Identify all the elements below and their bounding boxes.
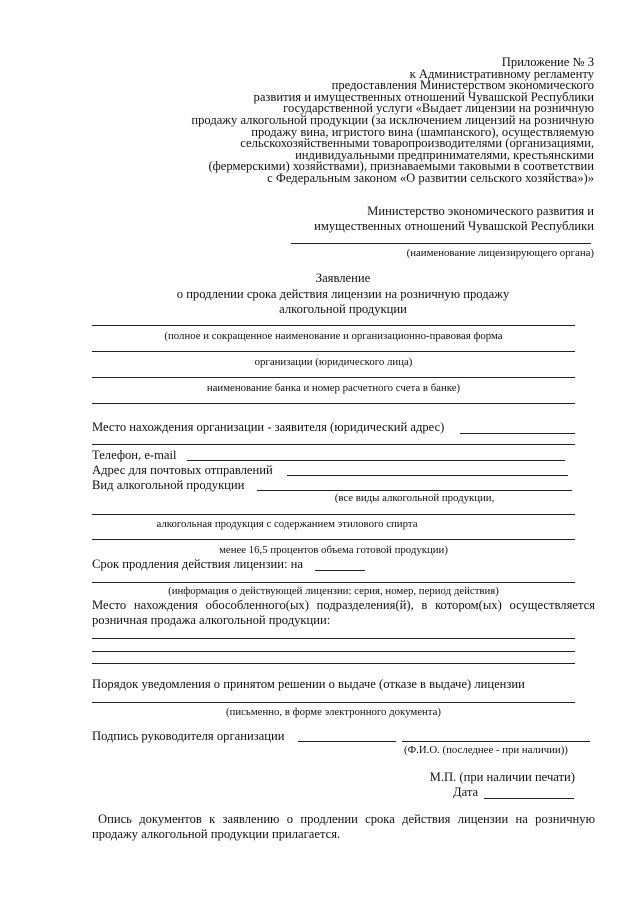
addressee-underline bbox=[291, 243, 591, 244]
footer-note: Опись документов к заявлению о продлении срока действия лицензии на розничную продажу алкогольной продукции прилагается. bbox=[92, 812, 595, 841]
branch-line-1 bbox=[92, 638, 575, 639]
addressee-line-2: имущественных отношений Чувашской Республики bbox=[314, 219, 594, 233]
postal-field[interactable] bbox=[287, 475, 568, 476]
products-caption-2: алкогольная продукция с содержанием этилового спирта bbox=[156, 518, 418, 530]
addressee-caption: (наименование лицензирующего органа) bbox=[406, 247, 594, 259]
title-line-2: о продлении срока действия лицензии на розничную продажу bbox=[176, 287, 510, 301]
postal-label: Адрес для почтовых отправлений bbox=[92, 463, 273, 477]
branch-line-2 bbox=[92, 651, 575, 652]
header-line: Приложение № 3 bbox=[501, 55, 594, 69]
products-line-2 bbox=[92, 514, 575, 515]
header-line: государственной услуги «Выдает лицензии на розничную bbox=[283, 101, 594, 116]
notice-form-caption: (письменно, в форме электронного документа) bbox=[225, 706, 442, 718]
products-line-3 bbox=[92, 539, 575, 540]
branch-line-3 bbox=[92, 663, 575, 664]
fio-field[interactable] bbox=[402, 741, 590, 742]
org-name-line-2 bbox=[92, 351, 575, 352]
date-label: Дата bbox=[453, 785, 479, 799]
title-line-3: алкогольной продукции bbox=[279, 302, 407, 316]
product-type-field[interactable] bbox=[257, 490, 572, 491]
branch-location-label: Место нахождения обособленного(ых) подразделения(й), в котором(ых) осуществляется розничная продажа алкогольной продукции: bbox=[92, 598, 595, 627]
signature-field[interactable] bbox=[298, 741, 396, 742]
license-info-caption: (информация о действующей лицензии: серия, номер, период действия) bbox=[168, 585, 499, 597]
bank-caption: наименование банка и номер расчетного счета в банке) bbox=[206, 382, 461, 394]
header-line: (фермерскими) хозяйствами), признаваемыми таковыми в соответствии bbox=[208, 159, 594, 174]
notice-order-line[interactable] bbox=[92, 702, 575, 703]
header-line: продажу вина, игристого вина (шампанского), осуществляемую bbox=[251, 124, 594, 139]
extension-term-field[interactable] bbox=[315, 570, 365, 571]
addressee-line-1: Министерство экономического развития и bbox=[367, 204, 594, 218]
annex-header bbox=[191, 57, 594, 185]
header-line: развития и имущественных отношений Чувашской Республики bbox=[253, 89, 594, 104]
phone-label: Телефон, e-mail bbox=[92, 448, 177, 462]
bank-line-2 bbox=[92, 403, 575, 404]
header-line: продажу алкогольной продукции (за исключением лицензий на розничную bbox=[191, 112, 594, 127]
title-line-1: Заявление bbox=[315, 271, 371, 285]
header-line: сельскохозяйственными товаропроизводителями (организациями, bbox=[240, 136, 594, 151]
fio-caption: (Ф.И.О. (последнее - при наличии)) bbox=[404, 744, 568, 756]
location-label: Место нахождения организации - заявителя (юридический адрес) bbox=[92, 420, 445, 434]
product-type-label: Вид алкогольной продукции bbox=[92, 478, 245, 492]
org-name-caption: (полное и сокращенное наименование и организационно-правовая форма bbox=[164, 330, 503, 342]
products-caption-1: (все виды алкогольной продукции, bbox=[334, 492, 495, 504]
stamp-label: М.П. (при наличии печати) bbox=[429, 770, 575, 784]
header-line: предоставления Министерством экономического bbox=[331, 78, 594, 93]
signature-label: Подпись руководителя организации bbox=[92, 729, 285, 743]
header-line: к Административному регламенту bbox=[409, 66, 594, 81]
extension-term-label: Срок продления действия лицензии: на bbox=[92, 557, 303, 571]
phone-field[interactable] bbox=[187, 460, 565, 461]
bank-line bbox=[92, 377, 575, 378]
products-caption-3: менее 16,5 процентов объема готовой продукции) bbox=[219, 544, 448, 556]
header-line: с Федеральным законом «О развитии сельского хозяйства»)» bbox=[267, 170, 594, 185]
notice-order-label: Порядок уведомления о принятом решении о выдаче (отказе в выдаче) лицензии bbox=[92, 677, 525, 691]
date-field[interactable] bbox=[484, 798, 574, 799]
location-field[interactable] bbox=[460, 433, 575, 434]
location-line-2 bbox=[92, 444, 575, 445]
org-legal-caption: организации (юридического лица) bbox=[254, 356, 413, 368]
license-info-line bbox=[92, 582, 575, 583]
header-line: индивидуальными предпринимателями, крестьянскими bbox=[295, 147, 594, 162]
org-name-line bbox=[92, 325, 575, 326]
